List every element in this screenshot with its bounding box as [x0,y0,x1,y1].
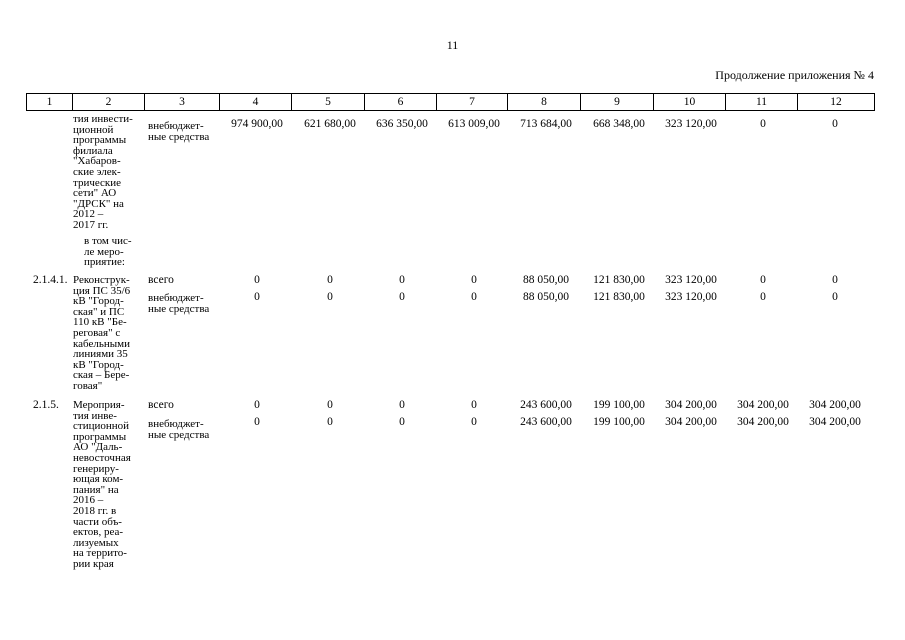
value-cell: 243 600,00 [520,399,572,411]
funding-source-cell: внебюджет- ные средства [148,292,210,315]
value-cell: 0 [254,416,260,428]
value-cell: 199 100,00 [593,416,645,428]
value-cell: 0 [327,291,333,303]
funding-source-cell: внебюджет- ные средства [148,418,210,441]
value-cell: 323 120,00 [665,274,717,286]
value-cell: 323 120,00 [665,118,717,130]
including-label: в том чис- ле меро- приятие: [84,235,132,269]
value-cell: 0 [760,118,766,130]
value-cell: 0 [832,274,838,286]
value-cell: 304 200,00 [809,416,861,428]
value-cell: 88 050,00 [523,291,569,303]
header-col-12: 12 [798,94,875,111]
header-col-6: 6 [365,94,437,111]
header-col-8: 8 [508,94,581,111]
value-cell: 0 [254,274,260,286]
value-cell: 0 [399,274,405,286]
header-col-1: 1 [27,94,73,111]
value-cell: 199 100,00 [593,399,645,411]
value-cell: 0 [254,291,260,303]
funding-total-label: всего [148,274,174,286]
header-col-3: 3 [145,94,220,111]
row-number: 2.1.5. [33,399,59,411]
value-cell: 0 [471,291,477,303]
measure-name-cell: Реконструк- ция ПС 35/6 кВ "Город- ская" и ПС 110 кВ "Бе- реговая" с кабельными линиями 35 кВ "Город- ская – Бере- говая" [73,274,131,392]
value-cell: 0 [832,291,838,303]
value-cell: 0 [471,399,477,411]
value-cell: 0 [760,274,766,286]
value-cell: 0 [254,399,260,411]
funding-source-cell: внебюджет- ные средства [148,120,210,143]
header-col-9: 9 [581,94,654,111]
value-cell: 0 [327,399,333,411]
value-cell: 121 830,00 [593,274,645,286]
header-col-4: 4 [220,94,292,111]
value-cell: 304 200,00 [665,399,717,411]
value-cell: 304 200,00 [809,399,861,411]
measure-name-cell: Мероприя- тия инве- стиционной программы АО "Даль- невосточная генериру- ющая ком- пания" на 2016 – 2018 гг. в части объ- ектов, реа- лизуемых на террито- рии края [73,399,131,570]
value-cell: 121 830,00 [593,291,645,303]
value-cell: 0 [327,416,333,428]
header-col-11: 11 [726,94,798,111]
value-cell: 621 680,00 [304,118,356,130]
value-cell: 304 200,00 [737,399,789,411]
value-cell: 0 [399,399,405,411]
value-cell: 304 200,00 [665,416,717,428]
value-cell: 613 009,00 [448,118,500,130]
value-cell: 0 [399,291,405,303]
value-cell: 0 [327,274,333,286]
value-cell: 0 [832,118,838,130]
page-number: 11 [446,38,459,52]
row-number: 2.1.4.1. [33,274,68,286]
header-col-5: 5 [292,94,365,111]
value-cell: 323 120,00 [665,291,717,303]
value-cell: 88 050,00 [523,274,569,286]
value-cell: 0 [471,274,477,286]
value-cell: 304 200,00 [737,416,789,428]
value-cell: 974 900,00 [231,118,283,130]
header-col-7: 7 [437,94,508,111]
value-cell: 636 350,00 [376,118,428,130]
appendix-continuation-label: Продолжение приложения № 4 [715,68,874,82]
value-cell: 0 [471,416,477,428]
value-cell: 668 348,00 [593,118,645,130]
header-col-2: 2 [73,94,145,111]
program-name-cell: тия инвести- ционной программы филиала "Хабаров- ские элек- трические сети" АО "ДРСК" на 2012 – 2017 гг. [73,113,133,231]
funding-total-label: всего [148,399,174,411]
value-cell: 243 600,00 [520,416,572,428]
value-cell: 0 [760,291,766,303]
header-col-10: 10 [654,94,726,111]
value-cell: 0 [399,416,405,428]
value-cell: 713 684,00 [520,118,572,130]
